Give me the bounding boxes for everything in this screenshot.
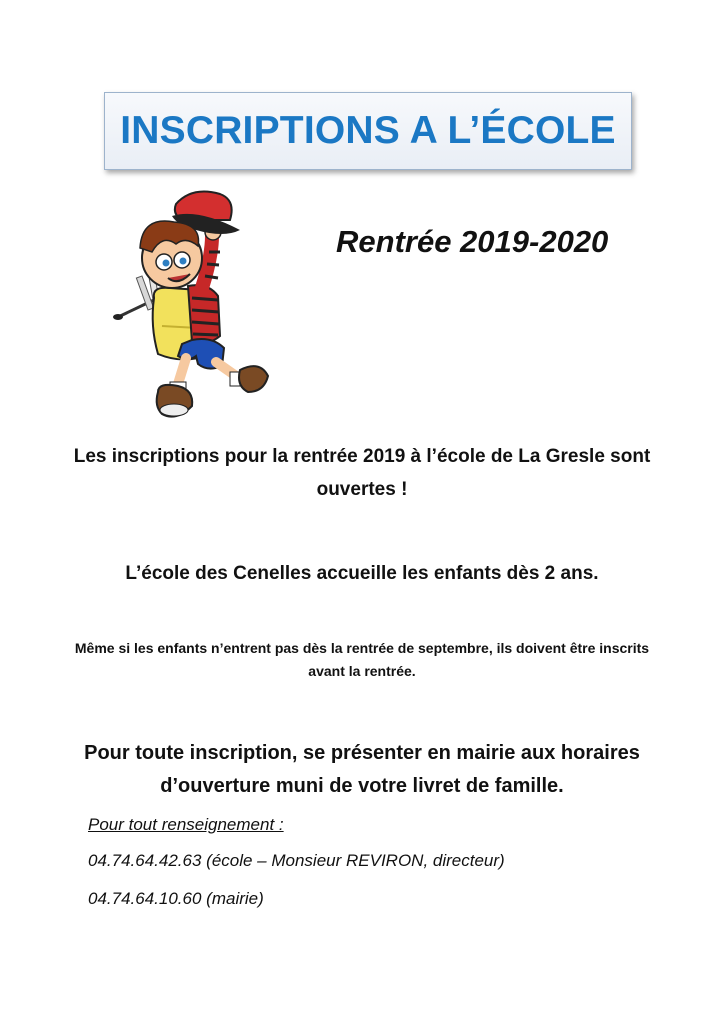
registrations-open-text: Les inscriptions pour la rentrée 2019 à l’école de La Gresle sont ouvertes ! (73, 446, 651, 500)
town-hall-phone: 04.74.64.10.60 (mairie) (88, 889, 264, 908)
contact-heading: Pour tout renseignement : (88, 815, 284, 834)
title-box (104, 92, 632, 170)
schoolboy-illustration-icon (112, 186, 272, 424)
registration-instructions-text: Pour toute inscription, se présenter en mairie aux horaires d’ouverture muni de votre livret de famille. (84, 742, 640, 797)
school-phone: 04.74.64.42.63 (école – Monsieur REVIRON, directeur) (88, 851, 505, 870)
age-info-text: L’école des Cenelles accueille les enfants dès 2 ans. (125, 563, 599, 584)
page-title: INSCRIPTIONS A L’ÉCOLE (120, 109, 616, 152)
school-year-subtitle: Rentrée 2019-2020 (336, 224, 609, 259)
registration-note-text: Même si les enfants n’entrent pas dès la rentrée de septembre, ils doivent être inscrits avant la rentrée. (74, 640, 650, 679)
